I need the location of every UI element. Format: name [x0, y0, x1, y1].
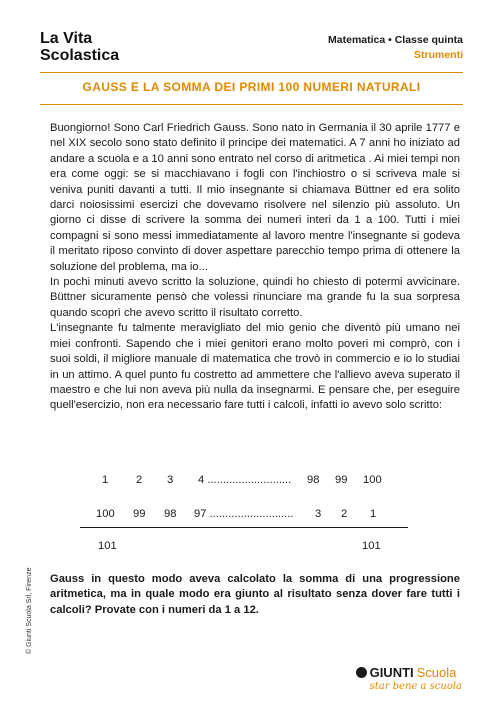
sum-cell: 100 — [363, 474, 382, 486]
sum-cell: 98 — [307, 474, 320, 486]
brand-giunti: GIUNTI — [369, 665, 414, 680]
sum-line — [80, 527, 408, 528]
sum-cell: 2 — [136, 474, 143, 486]
page-title: GAUSS E LA SOMMA DEI PRIMI 100 NUMERI NATURALI — [82, 80, 421, 94]
subject-label: Matematica • Classe quinta — [328, 34, 463, 46]
brand-tagline: star bene a scuola — [369, 681, 462, 692]
sum-cell: 97 ........................... — [194, 508, 294, 520]
story-text — [50, 121, 460, 414]
title-rule-bottom — [40, 104, 463, 105]
title-rule-top — [40, 72, 463, 73]
sum-cell: 3 — [167, 474, 174, 486]
publisher-logo — [356, 665, 462, 692]
sum-cell: 2 — [341, 508, 348, 520]
sum-cell: 4 ........................... — [198, 474, 292, 486]
sum-cell: 1 — [102, 474, 109, 486]
copyright-note: © Giunti Scuola Srl, Firenze — [26, 567, 33, 654]
magazine-logo — [40, 30, 119, 64]
brand-scuola: Scuola — [416, 665, 457, 680]
logo-line-1: La Vita — [40, 30, 93, 47]
sum-cell: 3 — [315, 508, 322, 520]
sum-cell: 99 — [335, 474, 348, 486]
logo-line-2: Scolastica — [40, 47, 120, 64]
sum-cell: 101 — [362, 540, 381, 552]
story-paragraph-3: L'insegnante fu talmente meravigliato del mio genio che diventò più umano nei miei confronti. Sapendo che i miei genitori erano molto poveri mi comprò, con i suoi soldi, il migliore manuale di matematica che trovò in commercio e io lo studiai in un attimo. A quel punto fu costretto ad ammettere che l'allievo aveva superato il maestro e che lui non aveva più nulla da insegnarmi. E pensare che, per eseguire quell'esercizio, non era necessario fare tutti i calcoli, infatti io avevo solo scritto: — [50, 322, 460, 412]
giunti-dot-icon — [356, 667, 367, 678]
section-label: Strumenti — [413, 49, 463, 61]
sum-cell: 98 — [164, 508, 177, 520]
page-header — [328, 33, 463, 63]
story-paragraph-1: Buongiorno! Sono Carl Friedrich Gauss. Sono nato in Germania il 30 aprile 1777 e nel XIX secolo sono stato definito il principe dei matematici. A 7 anni ho iniziato ad andare a scuola e a 10 anni sono entrato nel corso di aritmetica . Ai miei tempi non era come oggi: se si macchiavano i fogli con l'inchiostro o si scriveva male si veniva puniti davanti a tutti. Il mio insegnante si chiamava Büttner ed era solito darci noiosissimi esercizi che dovevamo risolvere nel silenzio più assoluto. Un giorno ci disse di scrivere la somma dei numeri interi da 1 a 100. Tutti i miei compagni si sono messi immediatamente al lavoro mentre l'insegnante si godeva il meritato riposo convinto di dover aspettare parecchio tempo prima di ottenere la soluzione del problema, ma io... — [50, 122, 460, 273]
sum-cell: 1 — [370, 508, 377, 520]
story-paragraph-2: In pochi minuti avevo scritto la soluzione, quindi ho chiesto di potermi avvicinare. Büttner sicuramente pensò che volessi rinunciare ma grande fu la sua sorpresa quando scoprì che avevo scritto il risultato corretto. — [50, 276, 460, 319]
sum-cell: 100 — [96, 508, 115, 520]
sum-cell: 99 — [133, 508, 146, 520]
sum-cell: 101 — [98, 540, 117, 552]
closing-question: Gauss in questo modo aveva calcolato la somma di una progressione aritmetica, ma in quale modo era giunto al risultato senza dover fare tutti i calcoli? Provate con i numeri da 1 a 12. — [50, 573, 460, 616]
